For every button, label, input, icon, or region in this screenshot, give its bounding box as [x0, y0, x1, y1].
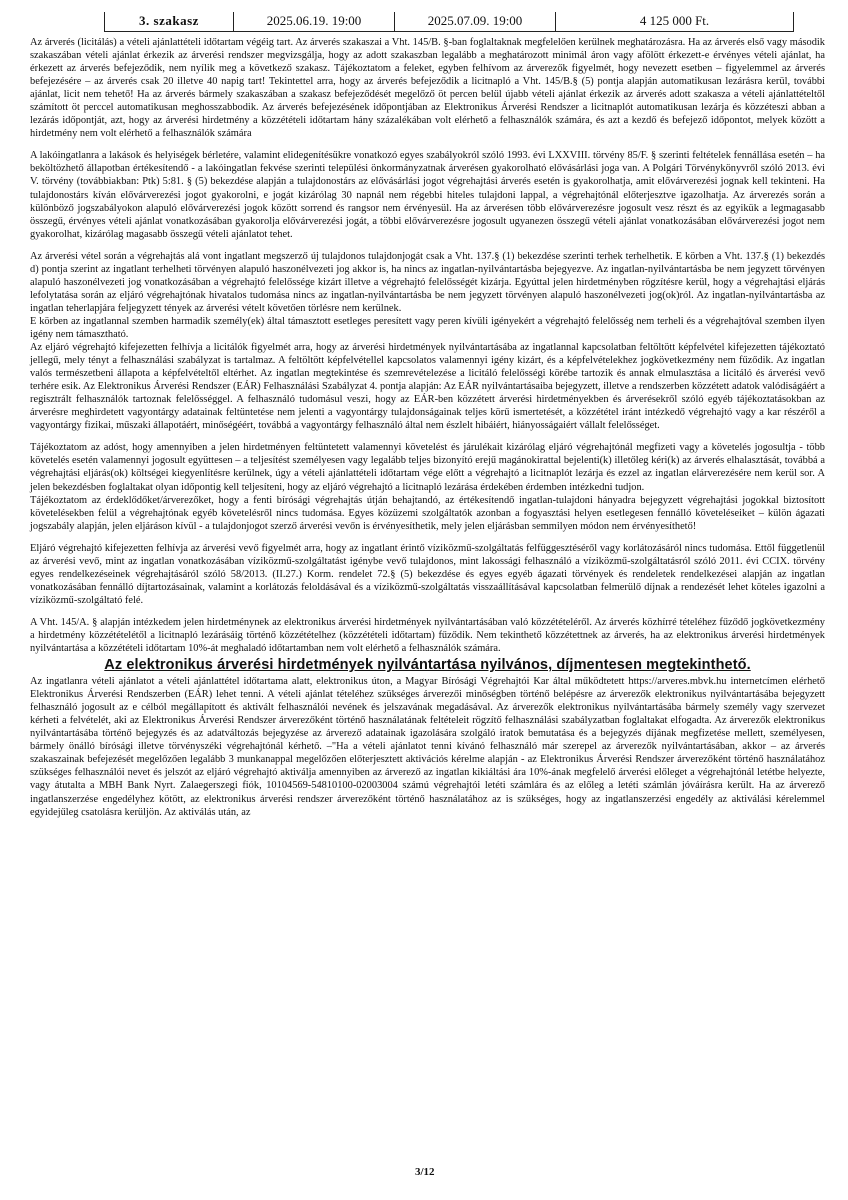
start-date-cell: 2025.06.19. 19:00 [234, 12, 395, 32]
paragraph-water-utility: Eljáró végrehajtó kifejezetten felhívja az árverési vevő figyelmét arra, hogy az ingatlant érintő víziközmű-szolgáltatás felfüggesztéséről vagy korlátozásáról nincs tudomása. Ettől függetlenül az árverési vevő, mint az ingatlan vonatkozásában víziközmű-szolgáltatást igénybe vevő tulajdonos, mint lakossági felhasználó a víziközmű-szolgáltatásról szóló 2011. évi CCIX. törvény egyes rendelkezéseinek végrehajtásáról szóló 58/2013. (II.27.) Korm. rendelet 72.§ (5) bekezdése és egyes egyéb ágazati törvények és rendeletek rendelkezései alapján az ingatlan vonatkozásában fennálló díjtartozásainak, valamint a korlátozás feloldásával és a víziközmű-szolgáltatás visszaállításával kapcsolatban felmerülő díjnak a rendezését lehet köteles igazolni a víziközmű-szolgáltató felé. [30, 542, 825, 606]
auction-stage-table [104, 12, 794, 32]
page-number: 3/12 [415, 1166, 435, 1178]
table-row [105, 12, 794, 32]
section-title: Az elektronikus árverési hirdetmények nyilvántartása nyilvános, díjmentesen megtekinthető. [104, 657, 751, 674]
end-date-cell: 2025.07.09. 19:00 [395, 12, 556, 32]
paragraph-third-party-claims: E körben az ingatlannal szemben harmadik személy(ek) által támasztott esetleges peresített vagy peren kívüli igényekért a végrehajtó felelősség nem terheli és a végrehajtóval szemben ilyen igény nem támasztható. [30, 315, 825, 340]
document-page [30, 12, 825, 819]
paragraph-debtor-notice: Tájékoztatom az adóst, hogy amennyiben a jelen hirdetményen feltüntetett valamennyi követelést és járulékait kizárólag eljáró végrehajtónál megfizeti vagy a követelés jogosultja - több követelés esetén valamennyi jogosult együttesen – a teljesítést személyesen vagy legalább teljes bizonyító erejű magánokirattal bejelenti(k) illetőleg kéri(k) az árverés elhalasztását, továbbá a végrehajtási eljárás(ok) költségei kiegyenlítésre kerülnek, úgy a vételi ajánlattételi időtartam vége előtt a végrehajtó a licitnaplót lezárja és ezzel az ingatlan elárverezésére nem kerül sor. A jelen bekezdésben foglaltakat olyan időpontig kell teljesíteni, hogy az eljáró végrehajtó a licitnapló lezárása érdekében érdemben intézkedni tudjon. [30, 442, 825, 493]
paragraph-bidding-procedure: Az ingatlanra vételi ajánlatot a vételi ajánlattétel időtartama alatt, elektronikus úton, a Magyar Bírósági Végrehajtói Kar által működtetett https://arveres.mbvk.hu internetcímen elérhető Elektronikus Árverési Rendszerben (EÁR) lehet tenni. A vételi ajánlat tételéhez szükséges árverezői minőségben történő belépésre az árverezők elektronikus nyilvántartásába bejegyzett felhasználó jogosult az e célból megállapított és aktivált felhasználói nevének és jelszavának megadásával. Az árverezők elektronikus nyilvántartásába bármely személy vagy szervezet kérheti a felvételét, aki az Elektronikus Árverési Rendszer árverezőként történő használatának feltételeit rögzítő felhasználási szabályzatban foglaltakat elfogadta. Az árverezők elektronikus nyilvántartásába történő bejegyzés és az adatváltozás bejegyzése az árverező adatainak igazolására szolgáló iratok bemutatása és a bejegyzés díjának megfizetése mellett, személyesen, bármely önálló bírósági illetve törvényszéki végrehajtónál kérhető. –"Ha a vételi ajánlatot tenni kívánó felhasználó már szerepel az árverezők nyilvántartásában, akkor – az árverés szakaszainak befejezését megelőzően legalább 3 munkanappal megelőzően előterjesztett aktivációs kérelme alapján - az Elektronikus Árverési Rendszer árverezőként történő használatához szükséges felhasználói nevet és jelszót az eljáró végrehajtó aktiválja amennyiben az árverező az ingatlan kikiáltási ára 10%-ának megfelelő árverési előleget a végrehajtónál letétbe helyezte, vagy átutalta a MBH Bank Nyrt. Zalaegerszegi fiók, 10104569-54810100-02003004 számú végrehajtói letéti számlára és az előleg a letéti számlán jóváírásra került. Ha az árverező ingatlanszerzése engedélyhez kötött, az elektronikus árverési rendszer árverezőként történő használatához az is szükséges, hogy az ingatlanszerzési engedély az aktiválási kérelemmel egyidejűleg csatolásra kerüljön. Az aktiválás után, az [30, 676, 825, 818]
paragraph-auction-stages: Az árverés (licitálás) a vételi ajánlattételi időtartam végéig tart. Az árverés szakaszai a Vht. 145/B. §-ban foglaltaknak megfelelően kerülnek meghatározásra. Ha az árverés első vagy második szakaszában vételi ajánlat érkezik az árverési rendszer megvizsgálja, hogy az adott szakaszban legalább a meghatározott minimál áron vagy afölött érkezett-e érvényes vételi ajánlat, ha érkezett az árverés befejeződik, nem nyílik meg a következő szakasz. Tájékoztatom a feleket, egyben felhívom az árverezők figyelmét, hogy nevezett esetben – figyelemmel az árverés befejezésére – az árverés csak 20 illetve 40 napig tart! Tekintettel arra, hogy az árverés befejeződik a licitnapló a Vht. 145/B.§ (5) pontja alapján automatikusan lezárásra kerül, további ajánlat, licit nem tehető! Ha az árverés bármely szakaszában a szakasz befejeződését megelőző öt percen belül újabb vételi ajánlat érkezik az árverés adott szakasza a vételi ajánlattételtől számított öt perccel automatikusan meghosszabbodik. Az árverés befejezésének időpontjában az Elektronikus Árverési Rendszer a licitnaplót automatikusan lezárja és közzéteszi abban a lezárás időpontját, azt, hogy az árverési hirdetmény a közzétételi időtartam hány százalékában volt elérhető a felhasználók számára, és azt a kezdő és befejező időpontot, melyek között a hirdetmény nem volt elérhető a felhasználók számára [30, 37, 825, 140]
document-body [30, 36, 825, 819]
paragraph-encumbrances: Az árverési vétel során a végrehajtás alá vont ingatlant megszerző új tulajdonos tulajdonjogát csak a Vht. 137.§ (1) bekezdése szerinti terhek terhelhetik. E körben a Vht. 137.§ (1) bekezdés d) pontja szerint az ingatlant terhelheti törvényen alapuló haszonélvezeti jog akkor is, ha nincs az ingatlan-nyilvántartásba bejegyezve. Az ingatlan-nyilvántartásba be nem jegyzett törvényen alapuló haszonélvezeti jog vonatkozásában a végrehajtó felelőssége kizárt illetve a végrehajtó felelősségét kizárja. Egyúttal jelen hirdetményben rögzítésre kerül, hogy a végrehajtási eljárás lefolytatása során az eljáró végrehajtónak hivatalos tudomása nincs az ingatlan-nyilvántartásba be nem jegyzett törvényen alapuló haszonélvezeti jog(ok)ról. Az ingatlan-nyilvántartásba az ingatlan teherlapjára feljegyzett tények az árverési vételt követően törlésre nem kerülnek. [30, 250, 825, 314]
paragraph-preemption-rights: A lakóingatlanra a lakások és helyiségek bérletére, valamint elidegenítésükre vonatkozó egyes szabályokról szóló 1993. évi LXXVIII. törvény 85/F. § szerinti feltételek fennállása esetén – ha beköltözhető állapotban értékesítendő - a lakóingatlan fekvése szerinti települési önkormányzatnak árverésen gyakorolható elővásárlási joga van. A Polgári Törvénykönyvről szóló 2013. évi V. törvény (továbbiakban: Ptk) 5:81. § (5) bekezdése alapján a tulajdonostárs az elővásárlási jogot végrehajtási árverés esetén is gyakorolhatja, amit elővárverezési jognak kell tekinteni. Ha tulajdonostárs kíván elővárverezési jogot gyakorolni, e jogát kizárólag 30 napnál nem régebbi hiteles tulajdoni lappal, a végrehajtónál előterjesztve igazolhatja. Az árverezés során a különböző jogszabályokon alapuló elővárverezési jogok között sorrend és rangsor nem érvényesül. Ha az árverésen több elővárverezésre jogosult vesz részt és az egyikük a legmagasabb összegű, érvényes vételi ajánlat vonatkozásában gyakorolja elővárverezési jogát, a többi elővárverezésre jogosult ugyanezen összegű vételi ajánlat vonatkozásában elővárverezési jogot nem gyakorolhat, kizárólag magasabb összegű vételi ajánlatot tehet. [30, 150, 825, 240]
paragraph-publication: A Vht. 145/A. § alapján intézkedem jelen hirdetménynek az elektronikus árverési hirdetmények nyilvántartásában való közzétételéről. Az árverés közhírré tételéhez fűződő jogkövetkezmény a hirdetmény közzétételétől a licitnapló lezárásáig történő közzétételhez (közzétételi időtartam) fűződik. Nem tekinthető közzétettnek az árverés, ha az elektronikus árverési hirdetmények nyilvántartása a közzétételi időtartam 10%-át meghaladó időtartamban nem volt elérhető a felhasználók számára. [30, 616, 825, 655]
paragraph-photo-disclaimer: Az eljáró végrehajtó kifejezetten felhívja a licitálók figyelmét arra, hogy az árverési hirdetmények nyilvántartásába az ingatlannal kapcsolatban feltöltött képfelvétel kifejezetten tájékoztató jellegű, mely tényt a felhasználási szabályzat is tartalmaz. A feltöltött képfelvétellel kapcsolatos valamennyi igény kizárt, és a képfelvételekhez jogkövetkezmény nem fűződik. Az ingatlan valós természetbeni állapota a képfelvételtől eltérhet. Az ingatlan megtekintése és szemrevételezése a licitáló felelősségi körébe tartozik és annak elmulasztása a licitáló és árverési vevő terhére esik. Az Elektronikus Árverési Rendszer (EÁR) Felhasználási Szabályzat 4. pontja alapján: Az EÁR nyilvántartásaiba bejegyzett, illetve a rendszerben közzétett adatok valódiságáért a regisztrált felhasználók tartoznak felelősséggel. A felhasználó tudomásul veszi, hogy az EÁR-ben közzétett árverési hirdetményekben és árverésekről szóló egyéb tájékoztatásokban az árverésre meghirdetett vagyontárgy adatainak feltüntetése nem jelenti a vagyontárgy tulajdonságainak teljes körű ismertetését, a közzététel iránt intézkedő végrehajtó vagy a kar részéről a vagyontárgy fizikai, műszaki állapotáért, minőségéért, továbbá a vagyontárgy felhasználó által nem észlelt hibáiért, hiányosságaiért vállalt felelősséget. [30, 342, 825, 432]
paragraph-utility-claims: Tájékoztatom az érdeklődőket/árverezőket, hogy a fenti bírósági végrehajtás útján behajtandó, az értékesítendő ingatlan-tulajdoni hányadra bejegyzett végrehajtási jogokkal biztosított követelésekben felül a végrehajtónak egyéb követelésről nincs tudomása. Egyes közüzemi szolgáltatók azonban a fogyasztási helyen esetlegesen fennálló követeléseiket – külön ágazati jogszabály alapján, jelen eljáráson kívül - a tulajdonjogot szerző árverési vevőn is érvényesíthetik, mely jelen eljárásban semmilyen módon nem érvényesíthető! [30, 494, 825, 532]
price-cell: 4 125 000 Ft. [556, 12, 794, 32]
stage-cell: 3. szakasz [105, 12, 234, 32]
